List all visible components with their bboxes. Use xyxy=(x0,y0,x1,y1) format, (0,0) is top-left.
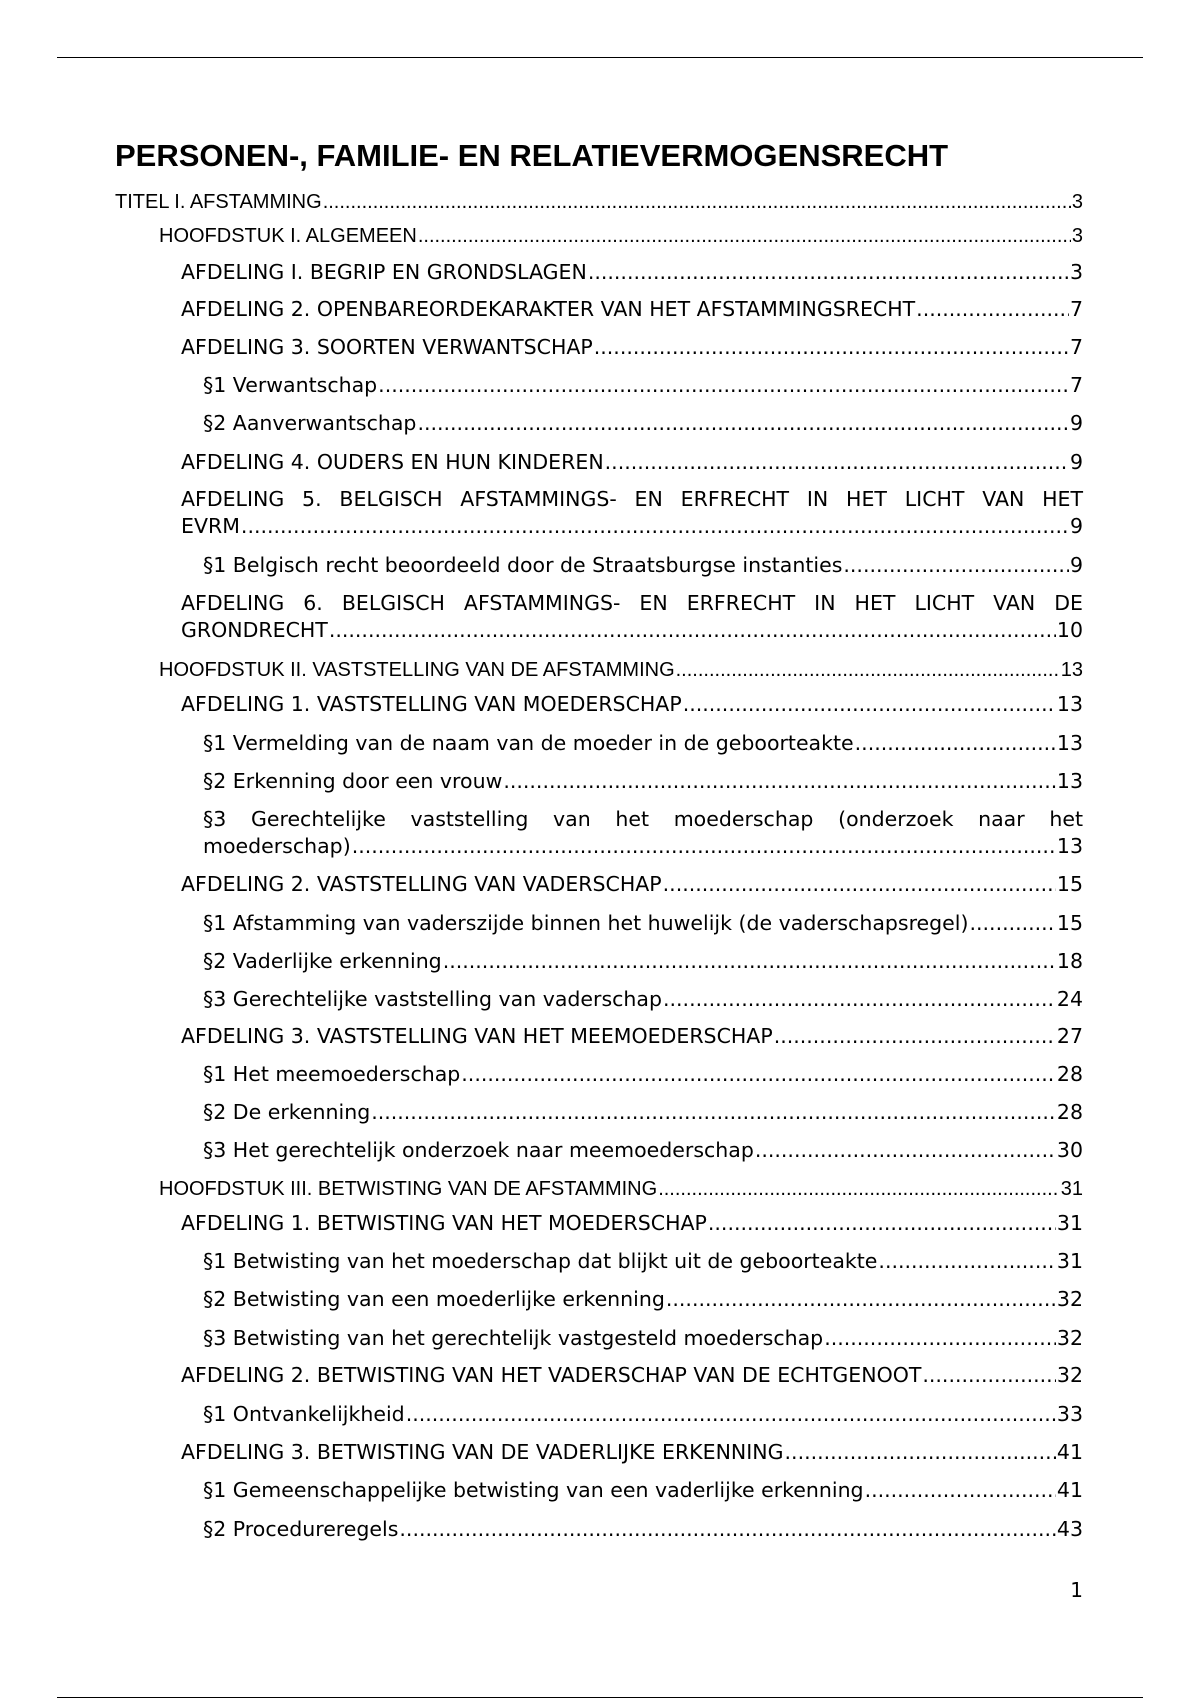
toc-leader-dots xyxy=(663,871,1056,898)
toc-entry-page: 15 xyxy=(1056,872,1083,896)
toc-entry-label: HOOFDSTUK I. ALGEMEEN xyxy=(159,225,417,247)
toc-leader-dots xyxy=(878,1248,1055,1275)
toc-entry-line2 xyxy=(203,833,1083,860)
toc-entry-vaststelling-meemoederschap[interactable] xyxy=(181,1023,1083,1050)
toc-leader-dots xyxy=(443,948,1056,975)
toc-leader-dots xyxy=(461,1061,1056,1088)
toc-leader-dots xyxy=(774,1023,1056,1050)
toc-entry-page: 43 xyxy=(1056,1517,1083,1541)
toc-leader-dots xyxy=(663,986,1056,1013)
toc-entry-label: AFDELING 1. BETWISTING VAN HET MOEDERSCHAP xyxy=(181,1211,707,1235)
toc-entry-page: 32 xyxy=(1056,1363,1083,1387)
header-rule xyxy=(57,57,1143,58)
toc-leader-dots xyxy=(824,1325,1056,1352)
toc-entry-page: 18 xyxy=(1056,949,1083,973)
toc-leader-dots xyxy=(371,1099,1056,1126)
toc-entry-afstamming-vaderszijde[interactable] xyxy=(203,910,1083,937)
toc-leader-dots xyxy=(970,910,1056,937)
toc-leader-dots xyxy=(418,223,1071,250)
toc-entry-gerechtelijke-vaststelling-vaderschap[interactable] xyxy=(203,986,1083,1013)
toc-leader-dots xyxy=(594,334,1069,361)
toc-entry-label: §3 Het gerechtelijk onderzoek naar meemoederschap xyxy=(203,1138,754,1162)
toc-entry-hoofdstuk-iii[interactable] xyxy=(159,1176,1083,1203)
toc-entry-vermelding-naam-moeder[interactable] xyxy=(203,730,1083,757)
toc-entry-label: §1 Vermelding van de naam van de moeder in de geboorteakte xyxy=(203,731,854,755)
toc-entry-page: 3 xyxy=(1071,225,1083,247)
document-title: PERSONEN-, FAMILIE- EN RELATIEVERMOGENSRECHT xyxy=(115,138,949,173)
toc-leader-dots xyxy=(755,1137,1056,1164)
toc-leader-dots xyxy=(588,259,1069,286)
toc-leader-dots xyxy=(666,1286,1056,1313)
toc-entry-page: 9 xyxy=(1069,514,1083,538)
toc-entry-label: AFDELING 1. VASTSTELLING VAN MOEDERSCHAP xyxy=(181,692,682,716)
toc-entry-page: 28 xyxy=(1056,1062,1083,1086)
toc-entry-page: 9 xyxy=(1069,411,1083,435)
toc-entry-afdeling-2-openbareorde[interactable] xyxy=(181,296,1083,323)
toc-entry-onderzoek-meemoederschap[interactable] xyxy=(203,1137,1083,1164)
toc-entry-line2 xyxy=(181,617,1083,644)
toc-entry-page: 13 xyxy=(1056,731,1083,755)
toc-entry-label: AFDELING 2. OPENBAREORDEKARAKTER VAN HET AFSTAMMINGSRECHT xyxy=(181,297,916,321)
toc-entry-afdeling-5-evrm[interactable] xyxy=(181,486,1083,540)
toc-entry-label: §1 Het meemoederschap xyxy=(203,1062,461,1086)
toc-entry-label: §1 Belgisch recht beoordeeld door de Straatsburgse instanties xyxy=(203,553,843,577)
toc-entry-vaststelling-vaderschap[interactable] xyxy=(181,871,1083,898)
toc-entry-ontvankelijkheid[interactable] xyxy=(203,1401,1083,1428)
toc-entry-label: AFDELING 2. BETWISTING VAN HET VADERSCHAP VAN DE ECHTGENOOT xyxy=(181,1363,922,1387)
toc-leader-dots xyxy=(916,296,1069,323)
toc-leader-dots xyxy=(378,372,1069,399)
toc-leader-dots xyxy=(683,691,1056,718)
toc-entry-label: §3 Betwisting van het gerechtelijk vastgesteld moederschap xyxy=(203,1326,824,1350)
toc-leader-dots xyxy=(865,1477,1056,1504)
toc-leader-dots xyxy=(605,449,1069,476)
toc-entry-page: 13 xyxy=(1056,834,1083,858)
toc-entry-label-line2: GRONDRECHT xyxy=(181,618,328,642)
toc-entry-de-erkenning[interactable] xyxy=(203,1099,1083,1126)
toc-entry-line2 xyxy=(181,513,1083,540)
toc-entry-label: AFDELING 4. OUDERS EN HUN KINDEREN xyxy=(181,450,604,474)
toc-entry-page: 3 xyxy=(1071,191,1083,213)
page-number: 1 xyxy=(1070,1578,1083,1602)
toc-leader-dots xyxy=(329,617,1056,644)
toc-entry-page: 28 xyxy=(1056,1100,1083,1124)
toc-entry-page: 31 xyxy=(1056,1211,1083,1235)
toc-entry-page: 32 xyxy=(1056,1287,1083,1311)
toc-entry-label: HOOFDSTUK III. BETWISTING VAN DE AFSTAMMING xyxy=(159,1178,658,1200)
toc-entry-label: §1 Gemeenschappelijke betwisting van een vaderlijke erkenning xyxy=(203,1478,864,1502)
toc-entry-label: AFDELING 3. SOORTEN VERWANTSCHAP xyxy=(181,335,593,359)
toc-entry-label: §2 Procedureregels xyxy=(203,1517,399,1541)
toc-entry-betwisting-moederschap[interactable] xyxy=(181,1210,1083,1237)
toc-entry-betwisting-geboorteakte[interactable] xyxy=(203,1248,1083,1275)
toc-entry-procedureregels[interactable] xyxy=(203,1516,1083,1543)
toc-entry-page: 7 xyxy=(1069,335,1083,359)
toc-entry-label-line1: AFDELING 6. BELGISCH AFSTAMMINGS- EN ERFRECHT IN HET LICHT VAN DE xyxy=(181,591,1083,615)
toc-entry-label: §2 Vaderlijke erkenning xyxy=(203,949,442,973)
toc-entry-label: AFDELING 2. VASTSTELLING VAN VADERSCHAP xyxy=(181,872,662,896)
toc-entry-label: §2 Aanverwantschap xyxy=(203,411,417,435)
toc-entry-vaderlijke-erkenning[interactable] xyxy=(203,948,1083,975)
toc-leader-dots xyxy=(843,552,1069,579)
toc-entry-page: 24 xyxy=(1056,987,1083,1011)
toc-entry-afdeling-i-begrip[interactable] xyxy=(181,259,1083,286)
toc-entry-page: 13 xyxy=(1060,659,1083,681)
toc-leader-dots xyxy=(241,513,1069,540)
footer-rule xyxy=(57,1697,1143,1698)
toc-entry-label: §1 Verwantschap xyxy=(203,373,378,397)
toc-entry-titel-i[interactable] xyxy=(115,189,1083,216)
toc-entry-label: §2 Erkenning door een vrouw xyxy=(203,769,503,793)
toc-entry-page: 7 xyxy=(1069,373,1083,397)
toc-entry-betwisting-vaderschap-echtgenoot[interactable] xyxy=(181,1362,1083,1389)
toc-leader-dots xyxy=(855,730,1056,757)
toc-entry-page: 27 xyxy=(1056,1024,1083,1048)
toc-entry-label: §1 Ontvankelijkheid xyxy=(203,1402,405,1426)
toc-entry-label: §2 De erkenning xyxy=(203,1100,371,1124)
toc-entry-page: 31 xyxy=(1060,1178,1083,1200)
toc-leader-dots xyxy=(922,1362,1056,1389)
toc-leader-dots xyxy=(323,189,1071,216)
toc-entry-erkenning-vrouw[interactable] xyxy=(203,768,1083,795)
toc-entry-page: 30 xyxy=(1056,1138,1083,1162)
toc-entry-page: 13 xyxy=(1056,769,1083,793)
toc-entry-label: AFDELING I. BEGRIP EN GRONDSLAGEN xyxy=(181,260,587,284)
toc-leader-dots xyxy=(406,1401,1056,1428)
toc-entry-betwisting-moederlijke-erkenning[interactable] xyxy=(203,1286,1083,1313)
toc-entry-verwantschap[interactable] xyxy=(203,372,1083,399)
toc-entry-belgisch-recht-straatsburg[interactable] xyxy=(203,552,1083,579)
toc-entry-label: TITEL I. AFSTAMMING xyxy=(115,191,322,213)
toc-entry-gerechtelijke-vaststelling-moederschap[interactable] xyxy=(203,806,1083,860)
toc-entry-label: HOOFDSTUK II. VASTSTELLING VAN DE AFSTAMMING xyxy=(159,659,675,681)
toc-entry-betwisting-vaderlijke-erkenning[interactable] xyxy=(181,1439,1083,1466)
toc-leader-dots xyxy=(658,1176,1060,1203)
toc-entry-label-line2: EVRM xyxy=(181,514,240,538)
toc-entry-label: AFDELING 3. VASTSTELLING VAN HET MEEMOEDERSCHAP xyxy=(181,1024,773,1048)
toc-entry-page: 9 xyxy=(1069,450,1083,474)
toc-entry-afdeling-6-grondrecht[interactable] xyxy=(181,590,1083,644)
toc-entry-label: §3 Gerechtelijke vaststelling van vaderschap xyxy=(203,987,662,1011)
toc-entry-page: 3 xyxy=(1069,260,1083,284)
toc-entry-page: 41 xyxy=(1056,1478,1083,1502)
toc-entry-label-line2: moederschap) xyxy=(203,834,351,858)
toc-entry-page: 15 xyxy=(1056,911,1083,935)
toc-leader-dots xyxy=(708,1210,1056,1237)
toc-entry-betwisting-gerechtelijk-moederschap[interactable] xyxy=(203,1325,1083,1352)
toc-entry-page: 10 xyxy=(1056,618,1083,642)
toc-entry-vaststelling-moederschap[interactable] xyxy=(181,691,1083,718)
toc-entry-afdeling-3-soorten[interactable] xyxy=(181,334,1083,361)
toc-leader-dots xyxy=(503,768,1056,795)
toc-entry-hoofdstuk-i[interactable] xyxy=(159,223,1083,250)
toc-entry-afdeling-4-ouders[interactable] xyxy=(181,449,1083,476)
toc-entry-label: AFDELING 3. BETWISTING VAN DE VADERLIJKE ERKENNING xyxy=(181,1440,784,1464)
toc-entry-page: 7 xyxy=(1069,297,1083,321)
toc-leader-dots xyxy=(417,410,1069,437)
toc-entry-aanverwantschap[interactable] xyxy=(203,410,1083,437)
toc-leader-dots xyxy=(676,657,1060,684)
toc-entry-page: 9 xyxy=(1069,553,1083,577)
toc-leader-dots xyxy=(399,1516,1056,1543)
toc-entry-page: 13 xyxy=(1056,692,1083,716)
toc-entry-label: §1 Afstamming van vaderszijde binnen het huwelijk (de vaderschapsregel) xyxy=(203,911,969,935)
toc-entry-hoofdstuk-ii[interactable] xyxy=(159,657,1083,684)
toc-entry-page: 41 xyxy=(1056,1440,1083,1464)
toc-entry-label: §2 Betwisting van een moederlijke erkenning xyxy=(203,1287,665,1311)
toc-entry-label-line1: §3 Gerechtelijke vaststelling van het moederschap (onderzoek naar het xyxy=(203,807,1083,831)
toc-entry-page: 32 xyxy=(1056,1326,1083,1350)
toc-entry-het-meemoederschap[interactable] xyxy=(203,1061,1083,1088)
toc-entry-page: 31 xyxy=(1056,1249,1083,1273)
toc-entry-page: 33 xyxy=(1056,1402,1083,1426)
toc-leader-dots xyxy=(785,1439,1056,1466)
toc-entry-label-line1: AFDELING 5. BELGISCH AFSTAMMINGS- EN ERFRECHT IN HET LICHT VAN HET xyxy=(181,487,1083,511)
toc-entry-label: §1 Betwisting van het moederschap dat blijkt uit de geboorteakte xyxy=(203,1249,878,1273)
toc-entry-gemeenschappelijke-betwisting[interactable] xyxy=(203,1477,1083,1504)
toc-leader-dots xyxy=(352,833,1056,860)
